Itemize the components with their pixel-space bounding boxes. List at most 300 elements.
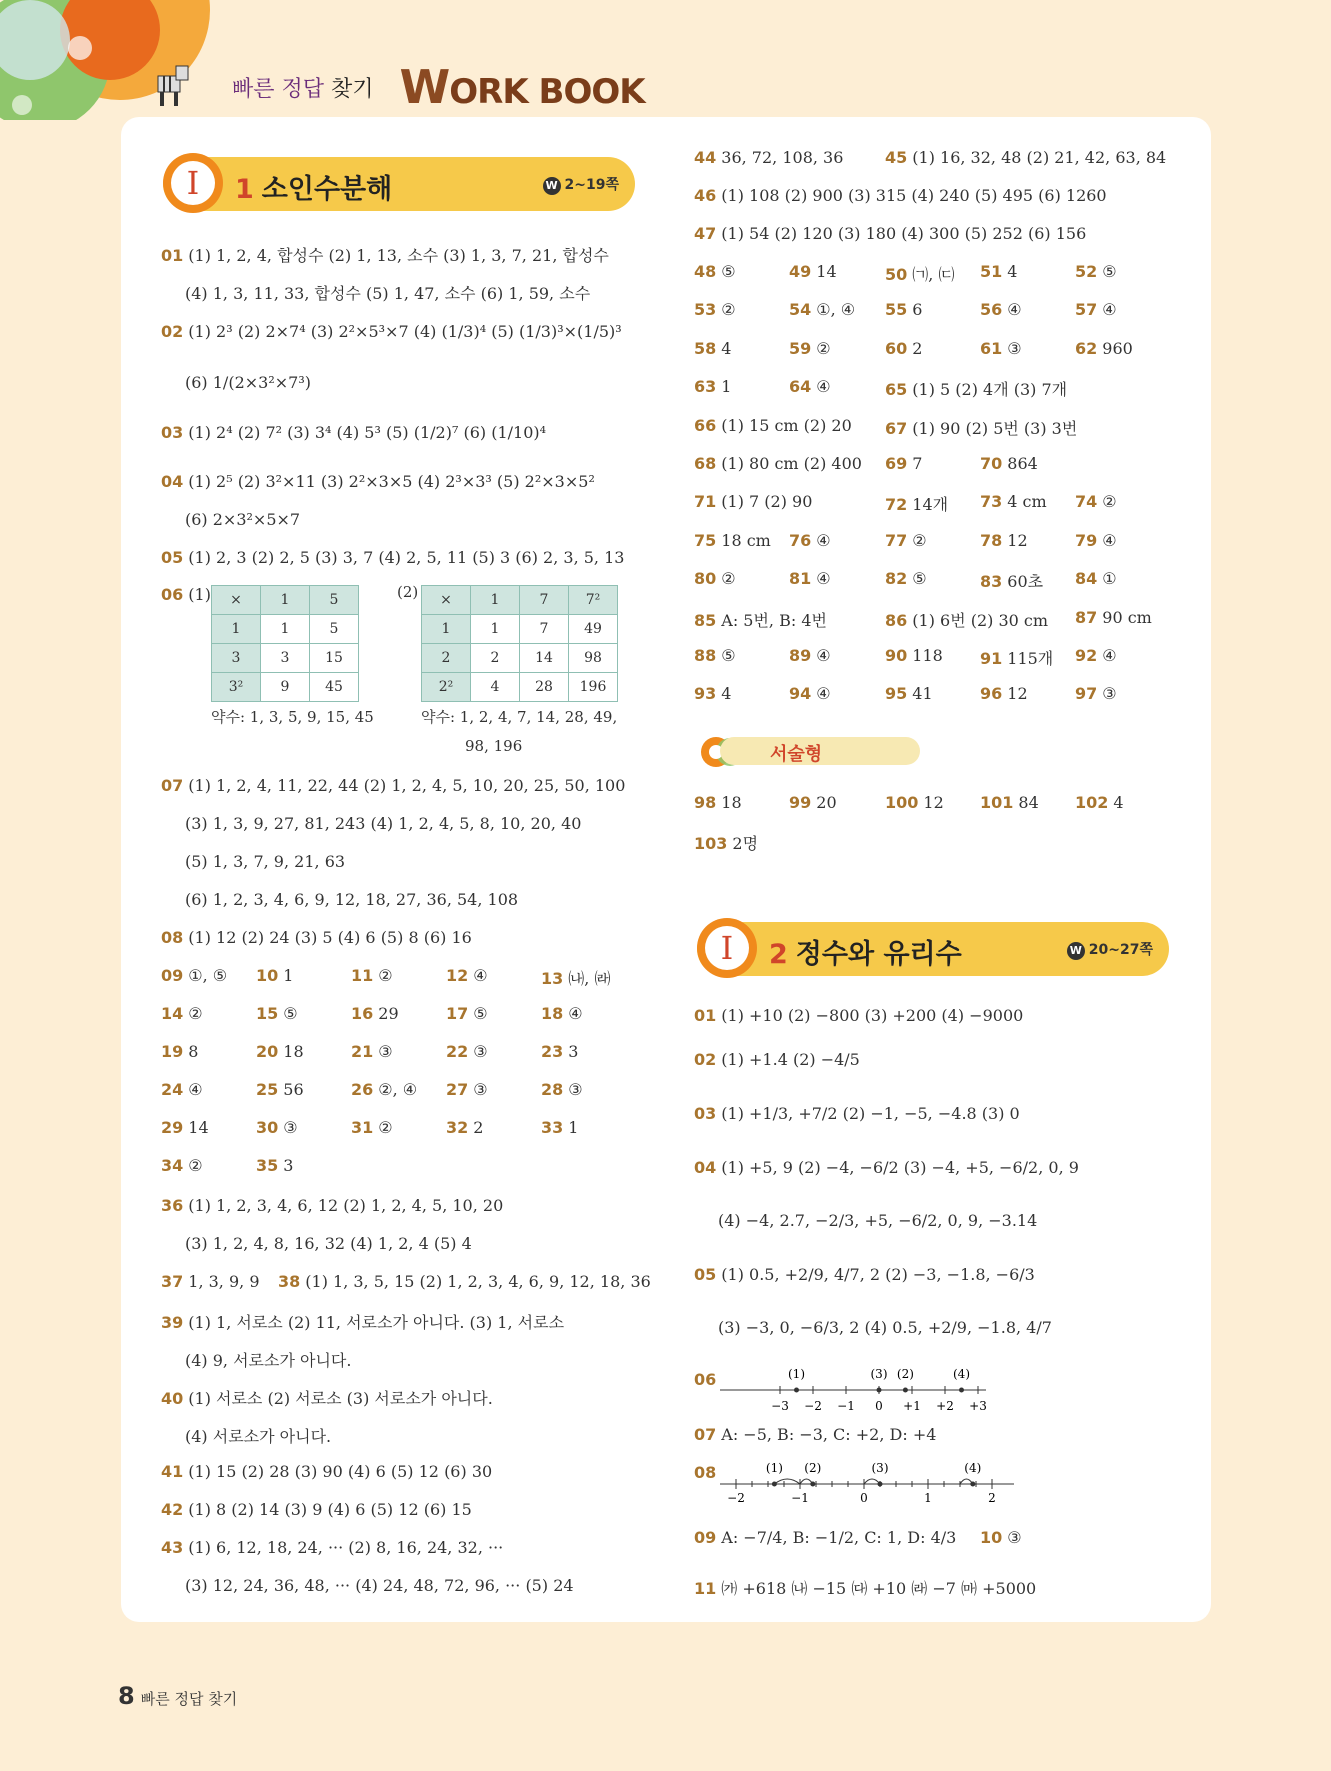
answer-cell xyxy=(980,793,1039,812)
table-cell: 5 xyxy=(310,586,359,615)
answer-number: 88 xyxy=(694,646,717,665)
answer-text: (1) 7 (2) 90 xyxy=(721,492,813,512)
answer-number: 45 xyxy=(885,148,908,167)
answer-text: (1) 1, 2, 3, 4, 6, 12 (2) 1, 2, 4, 5, 10, 20 xyxy=(188,1196,504,1215)
answer-text: (1) 1, 3, 5, 15 (2) 1, 2, 3, 4, 6, 9, 12, 18, 36 xyxy=(305,1272,651,1291)
answer-number: 53 xyxy=(694,300,717,320)
answer-cell xyxy=(351,1042,393,1061)
answer-text: ④ xyxy=(816,530,831,550)
answer-text: (1) +5, 9 (2) −4, −6/2 (3) −4, +5, −6/2, 0, 9 xyxy=(721,1158,1079,1177)
workbook-logo xyxy=(400,60,645,114)
answer-cell xyxy=(351,1004,399,1023)
answer-text: (1) 12 (2) 24 (3) 5 (4) 6 (5) 8 (6) 16 xyxy=(188,928,472,947)
answer-text: (1) +1.4 (2) −4/5 xyxy=(721,1050,860,1069)
answer-number: 55 xyxy=(885,300,908,320)
answer-cell xyxy=(885,377,1067,400)
answer-text: 4 xyxy=(721,684,732,704)
answer-text: ④ xyxy=(473,966,488,985)
answer-text: 4 xyxy=(1007,262,1018,281)
answer-number: 42 xyxy=(161,1500,184,1519)
answer-text: ② xyxy=(378,966,393,985)
table-cell: 3 xyxy=(261,644,310,673)
answer-number: 23 xyxy=(541,1042,564,1061)
answer-cell xyxy=(256,966,293,985)
point-dot xyxy=(959,1388,964,1393)
answer-text: ④ xyxy=(1007,300,1022,320)
answer-cell xyxy=(446,1080,488,1099)
answer-number: 46 xyxy=(694,186,717,205)
answer-row xyxy=(718,1318,1052,1337)
answer-cell xyxy=(161,966,227,985)
answer-number: 69 xyxy=(885,454,908,473)
answer-cell xyxy=(885,646,943,665)
answer-cell xyxy=(446,1118,483,1137)
answer-number: 102 xyxy=(1075,793,1109,812)
answer-row xyxy=(161,1310,564,1333)
answer-cell xyxy=(694,262,736,281)
answer-number: 92 xyxy=(1075,646,1098,665)
answer-text: ② xyxy=(188,1004,203,1023)
answer-text: 60초 xyxy=(1007,572,1044,592)
page-footer xyxy=(118,1682,237,1710)
answer-number: 28 xyxy=(541,1080,564,1099)
table-cell: 1 xyxy=(261,615,310,644)
answer-cell xyxy=(980,531,1028,550)
answer-text: 56 xyxy=(283,1080,304,1099)
answer-text: (1) 0.5, +2/9, 4/7, 2 (2) −3, −1.8, −6/3 xyxy=(721,1265,1035,1284)
table-cell: 98 xyxy=(569,644,618,673)
answer-text: (1) 6, 12, 18, 24, ··· (2) 8, 16, 24, 32, ··· xyxy=(188,1538,504,1557)
writing-section-label xyxy=(700,735,920,765)
answer-row xyxy=(161,1272,260,1291)
answer-cell xyxy=(1075,684,1117,703)
point-label: (4) xyxy=(953,1367,970,1381)
answer-number: 91 xyxy=(980,649,1003,668)
point-label: (2) xyxy=(896,1367,914,1381)
answer-cell xyxy=(694,831,758,854)
answer-number: 11 xyxy=(351,966,374,985)
answer-text: (4) 서로소가 아니다. xyxy=(185,1427,332,1446)
answer-cell xyxy=(256,1080,304,1099)
answer-text: (4) 1, 3, 11, 33, 합성수 (5) 1, 47, 소수 (6) 1, 59, 소수 xyxy=(185,284,591,303)
answer-text: ③ xyxy=(1007,338,1022,358)
answer-text: 8 xyxy=(188,1042,199,1061)
answer-number: 05 xyxy=(694,1265,717,1284)
answer-row xyxy=(161,548,624,567)
answer-text: 1 xyxy=(721,377,732,397)
table-cell: × xyxy=(212,586,261,615)
answer-cell xyxy=(1075,300,1117,319)
answer-row xyxy=(161,1386,493,1409)
answer-number: 51 xyxy=(980,262,1003,281)
answer-text: (1) 6번 (2) 30 cm xyxy=(912,610,1049,630)
roman-numeral: I xyxy=(171,161,215,205)
answer-number: 57 xyxy=(1075,300,1098,320)
section-title-text: 소인수분해 xyxy=(261,174,393,205)
answer-number: 24 xyxy=(161,1080,184,1099)
answer-cell xyxy=(1075,339,1133,358)
answer-number: 87 xyxy=(1075,607,1098,627)
answer-row xyxy=(185,890,518,909)
divisor-table-1 xyxy=(211,585,359,702)
answer-cell xyxy=(885,454,922,473)
answer-cell xyxy=(161,1042,198,1061)
answer-number: 96 xyxy=(980,684,1003,704)
answer-row-10 xyxy=(980,1528,1022,1547)
answer-number: 38 xyxy=(278,1272,301,1291)
answer-text: (1) 1, 2, 4, 11, 22, 44 (2) 1, 2, 4, 5, 10, 20, 25, 50, 100 xyxy=(188,776,626,795)
answer-number: 82 xyxy=(885,569,908,589)
table-cell: 2 xyxy=(471,644,520,673)
answer-number: 54 xyxy=(789,300,812,320)
answer-cell xyxy=(256,1118,298,1137)
answer-text: (1) 2, 3 (2) 2, 5 (3) 3, 7 (4) 2, 5, 11 (5) 3 (6) 2, 3, 5, 13 xyxy=(188,548,625,567)
answer-row xyxy=(694,1576,1036,1599)
table-cell: 49 xyxy=(569,615,618,644)
answer-cell xyxy=(980,300,1022,319)
answer-cell xyxy=(694,148,843,167)
answer-text: ④ xyxy=(816,377,831,397)
answer-text: (6) 1, 2, 3, 4, 6, 9, 12, 18, 27, 36, 54, 108 xyxy=(185,890,519,909)
answer-text: ⑤ xyxy=(721,646,736,665)
page-range xyxy=(543,174,619,195)
answer-number: 14 xyxy=(161,1004,184,1023)
answer-text: ② xyxy=(721,569,736,589)
answer-number: 26 xyxy=(351,1080,374,1099)
answer-text: 1 xyxy=(283,966,294,985)
answer-number: 33 xyxy=(541,1118,564,1137)
answer-text: (1) 54 (2) 120 (3) 180 (4) 300 (5) 252 (6) 156 xyxy=(721,224,1087,243)
answer-number: 04 xyxy=(694,1158,717,1177)
workbook-icon: W xyxy=(543,177,561,195)
point-dot xyxy=(877,1388,882,1393)
answer-number: 09 xyxy=(161,966,184,985)
answer-row xyxy=(694,186,1107,205)
table-cell: 1 xyxy=(471,586,520,615)
answer-cell xyxy=(980,339,1022,358)
answer-cell xyxy=(980,492,1047,511)
answer-number: 86 xyxy=(885,610,908,630)
answer-text: ② xyxy=(816,338,831,358)
answer-number: 65 xyxy=(885,380,908,400)
answer-number: 103 xyxy=(694,834,728,853)
answer-cell xyxy=(980,454,1038,473)
answer-cell xyxy=(446,1004,488,1023)
point-dot xyxy=(794,1388,799,1393)
table-cell: 3 xyxy=(212,644,261,673)
number-line-08 xyxy=(718,1460,1018,1510)
answer-cell xyxy=(161,1156,203,1175)
answer-text: (1) 80 cm (2) 400 xyxy=(721,454,862,473)
answer-number: 61 xyxy=(980,338,1003,358)
answer-text: 90 cm xyxy=(1102,607,1152,627)
workbook-logo-w: W xyxy=(399,60,450,114)
answer-number: 100 xyxy=(885,793,919,812)
answer-text: 12 xyxy=(1007,530,1028,550)
section-header-2 xyxy=(697,922,1169,976)
answer-row xyxy=(161,1462,492,1481)
answer-text: ③ xyxy=(1007,1528,1022,1547)
answer-row xyxy=(161,776,625,795)
answer-cell xyxy=(161,1004,203,1023)
answer-number: 79 xyxy=(1075,530,1098,550)
answer-cell xyxy=(885,569,927,588)
zebra-icon xyxy=(150,62,196,112)
answer-cell xyxy=(694,608,827,631)
answer-text: 118 xyxy=(912,646,943,665)
answer-number: 78 xyxy=(980,530,1003,550)
answer-text: 14 xyxy=(188,1118,209,1137)
answer-row xyxy=(694,1265,1035,1284)
answer-text: ③ xyxy=(473,1080,488,1099)
answer-row xyxy=(694,1050,860,1069)
answer-number: 02 xyxy=(694,1050,717,1069)
section-title xyxy=(769,932,962,971)
answer-number: 76 xyxy=(789,530,812,550)
answer-text: (1) 2⁵ (2) 3²×11 (3) 2²×3×5 (4) 2³×3³ (5) 2²×3×5² xyxy=(188,472,595,491)
answer-cell xyxy=(446,1042,488,1061)
answer-text: ① xyxy=(1102,569,1117,589)
roman-numeral: I xyxy=(705,926,749,970)
answer-cell xyxy=(256,1042,304,1061)
answer-text: 2 xyxy=(473,1118,484,1137)
answer-row xyxy=(161,322,622,341)
table-cell: 15 xyxy=(310,644,359,673)
answer-cell xyxy=(885,492,948,515)
page-range-text: 20~27쪽 xyxy=(1088,942,1153,958)
answer-text: 12 xyxy=(1007,684,1028,704)
answer-cell xyxy=(694,454,862,473)
answer-cell xyxy=(1075,492,1117,511)
answer-row xyxy=(185,852,345,871)
table-cell: 196 xyxy=(569,673,618,702)
answer-number: 34 xyxy=(161,1156,184,1175)
answer-row xyxy=(161,1538,503,1557)
answer-text: ①, ④ xyxy=(816,300,856,320)
answer-cell xyxy=(694,492,812,511)
answer-number: 21 xyxy=(351,1042,374,1061)
answer-text: ③ xyxy=(473,1042,488,1061)
answer-number: 48 xyxy=(694,262,717,281)
answer-cell xyxy=(1075,531,1117,550)
answer-number: 04 xyxy=(161,472,184,491)
table-cell: × xyxy=(422,586,471,615)
answer-number: 01 xyxy=(161,246,184,265)
answer-number: 89 xyxy=(789,646,812,665)
answer-number: 02 xyxy=(161,322,184,341)
point-dot xyxy=(903,1388,908,1393)
tick-label: 1 xyxy=(924,1491,932,1505)
answer-row-06 xyxy=(161,585,211,604)
answer-number: 35 xyxy=(256,1156,279,1175)
answer-cell xyxy=(885,339,922,358)
answer-text: 12 xyxy=(923,793,944,812)
answer-text: ③ xyxy=(1102,684,1117,704)
answer-cell xyxy=(980,262,1017,281)
answer-text: 960 xyxy=(1102,338,1133,358)
answer-text: (5) 1, 3, 7, 9, 21, 63 xyxy=(185,852,346,871)
table-cell: 1 xyxy=(471,615,520,644)
answer-number: 17 xyxy=(446,1004,469,1023)
answer-text: A: −7/4, B: −1/2, C: 1, D: 4/3 xyxy=(721,1528,957,1547)
point-label: (2) xyxy=(804,1461,822,1475)
table-cell: 9 xyxy=(261,673,310,702)
table-cell: 7 xyxy=(520,615,569,644)
answer-text: ④ xyxy=(816,646,831,665)
answer-cell xyxy=(885,300,922,319)
answer-text: ④ xyxy=(568,1004,583,1023)
header-title-a: 빠른 정답 xyxy=(232,76,325,102)
arc xyxy=(774,1479,800,1484)
answer-text: 1, 3, 9, 9 xyxy=(188,1272,260,1291)
answer-number: 64 xyxy=(789,377,812,397)
answer-text: 20 xyxy=(816,793,837,812)
answer-number: 50 xyxy=(885,265,908,284)
answer-cell xyxy=(694,646,736,665)
answer-text: ④ xyxy=(816,684,831,704)
answer-cell xyxy=(351,1080,417,1099)
answer-cell xyxy=(694,377,731,396)
answer-cell xyxy=(541,966,610,989)
answer-row xyxy=(185,281,590,304)
tick-label: 2 xyxy=(988,1491,996,1505)
answer-text: (3) 1, 2, 4, 8, 16, 32 (4) 1, 2, 4 (5) 4 xyxy=(185,1234,472,1253)
answer-row xyxy=(185,814,581,833)
answer-text: 115개 xyxy=(1007,649,1054,668)
answer-text: ② xyxy=(378,1118,393,1137)
table-cell: 45 xyxy=(310,673,359,702)
answer-cell xyxy=(1075,646,1117,665)
answer-cell xyxy=(694,416,852,435)
answer-number: 32 xyxy=(446,1118,469,1137)
answer-number: 47 xyxy=(694,224,717,243)
answer-number: 19 xyxy=(161,1042,184,1061)
answer-row xyxy=(161,1500,472,1519)
answer-row xyxy=(185,373,311,392)
answer-text: ② xyxy=(1102,492,1117,512)
answer-row xyxy=(185,510,300,529)
answer-text: 4 xyxy=(1113,793,1124,812)
table-cell: 1 xyxy=(261,586,310,615)
section-title xyxy=(235,167,392,206)
answer-number: 93 xyxy=(694,684,717,704)
table-cell: 2² xyxy=(422,673,471,702)
answer-number: 83 xyxy=(980,572,1003,592)
answer-number: 11 xyxy=(694,1579,717,1598)
answer-text: (1) 108 (2) 900 (3) 315 (4) 240 (5) 495 (6) 1260 xyxy=(721,186,1107,205)
answer-text: ⑤ xyxy=(721,262,736,281)
roman-badge xyxy=(697,918,757,978)
answer-number: 71 xyxy=(694,492,717,512)
tick-label: −3 xyxy=(771,1399,789,1413)
answer-text: 4 cm xyxy=(1007,492,1047,512)
answer-text: ㈎ +618 ㈏ −15 ㈐ +10 ㈑ −7 ㈒ +5000 xyxy=(721,1579,1037,1598)
answer-text: (1) 15 cm (2) 20 xyxy=(721,415,852,435)
answer-number: 27 xyxy=(446,1080,469,1099)
answer-number: 09 xyxy=(694,1528,717,1547)
answer-row xyxy=(161,243,609,266)
answer-number: 98 xyxy=(694,793,717,812)
answer-number: 80 xyxy=(694,569,717,589)
divisor-table-2 xyxy=(421,585,618,702)
answer-number: 44 xyxy=(694,148,717,167)
tick-label: −2 xyxy=(727,1491,745,1505)
answer-text: 2명 xyxy=(732,834,759,853)
answer-cell xyxy=(541,1004,583,1023)
header-title-b: 찾기 xyxy=(331,76,374,102)
answer-text: ①, ⑤ xyxy=(188,966,228,985)
answer-cell xyxy=(980,646,1053,669)
tick-label: −1 xyxy=(791,1491,809,1505)
answer-cell xyxy=(1075,793,1124,812)
answer-text: 14 xyxy=(816,262,837,281)
answer-number: 67 xyxy=(885,418,908,438)
divisor-desc-2b: 98, 196 xyxy=(465,737,523,755)
answer-text: ⑤ xyxy=(912,569,927,589)
answer-text: (1) 2³ (2) 2×7⁴ (3) 2²×5³×7 (4) (1/3)⁴ (5) (1/3)³×(1/5)³ xyxy=(188,322,622,341)
answer-number: 74 xyxy=(1075,492,1098,512)
answer-text: 3 xyxy=(568,1042,579,1061)
answer-text: ② xyxy=(912,530,927,550)
answer-text: (1) 1, 서로소 (2) 11, 서로소가 아니다. (3) 1, 서로소 xyxy=(188,1313,565,1332)
answer-row xyxy=(185,1348,351,1371)
answer-number: 13 xyxy=(541,969,564,988)
answer-cell xyxy=(694,569,736,588)
answer-cell xyxy=(980,569,1043,592)
point-label: (3) xyxy=(870,1367,888,1381)
answer-text: ㈀, ㈂ xyxy=(912,265,955,284)
answer-text: ④ xyxy=(816,569,831,589)
answer-number: 94 xyxy=(789,684,812,704)
divisor-desc-2a: 약수: 1, 2, 4, 7, 14, 28, 49, xyxy=(421,708,618,726)
tick-label: 0 xyxy=(860,1491,868,1505)
answer-cell xyxy=(694,531,771,550)
answer-number: 43 xyxy=(161,1538,184,1557)
answer-row xyxy=(185,1234,472,1253)
table-cell: 5 xyxy=(310,615,359,644)
answer-number: 15 xyxy=(256,1004,279,1023)
answer-number: 52 xyxy=(1075,262,1098,281)
table-cell: 7² xyxy=(569,586,618,615)
answer-row xyxy=(161,423,546,442)
answer-row xyxy=(161,1196,503,1215)
answer-text: A: 5번, B: 4번 xyxy=(721,610,827,630)
answer-number: 18 xyxy=(541,1004,564,1023)
answer-number: 29 xyxy=(161,1118,184,1137)
point-label: (1) xyxy=(765,1461,783,1475)
answer-cell xyxy=(161,1080,203,1099)
answer-text: (1) 90 (2) 5번 (3) 3번 xyxy=(912,418,1078,438)
answer-row xyxy=(694,1006,1023,1025)
answer-row xyxy=(185,1576,574,1595)
footer-text: 빠른 정답 찾기 xyxy=(140,1690,238,1708)
answer-text: ④ xyxy=(1102,530,1117,550)
answer-text: ② xyxy=(721,300,736,320)
answer-text: 18 xyxy=(283,1042,304,1061)
answer-text: (3) −3, 0, −6/3, 2 (4) 0.5, +2/9, −1.8, 4/7 xyxy=(718,1318,1052,1337)
table-cell: 14 xyxy=(520,644,569,673)
answer-cell xyxy=(694,793,742,812)
roman-badge xyxy=(163,153,223,213)
answer-text: ⑤ xyxy=(283,1004,298,1023)
answer-text: 18 cm xyxy=(721,530,771,550)
answer-cell xyxy=(541,1118,578,1137)
answer-number: 41 xyxy=(161,1462,184,1481)
page-number: 8 xyxy=(118,1682,135,1710)
answer-row xyxy=(161,928,472,947)
answer-number: 07 xyxy=(161,776,184,795)
answer-number: 59 xyxy=(789,338,812,358)
